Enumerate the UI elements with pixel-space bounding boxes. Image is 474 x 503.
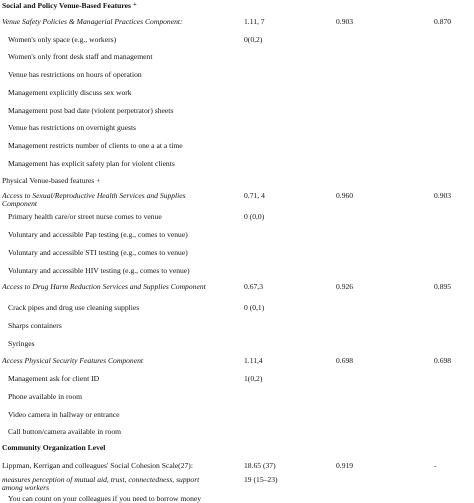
row-label: Management explicitly discuss sex work [8, 87, 132, 97]
row-label: Management restricts number of clients to one a at a time [8, 141, 183, 151]
row-label: Sharps containers [8, 320, 62, 330]
alpha-cell: 0.698 [434, 356, 452, 366]
row-label: You can count on your colleagues if you need to borrow money [8, 493, 202, 503]
reliability-cell: 0.926 [336, 281, 354, 291]
value-cell: 1(0,2) [244, 374, 263, 384]
reliability-cell: 0.698 [336, 356, 354, 366]
row-label: Call button/camera available in room [8, 427, 122, 437]
alpha-cell: 0.895 [434, 281, 452, 291]
row-label: Lippman, Kerrigan and colleagues' Social Cohesion Scale(27): [2, 461, 193, 471]
value-cell: 0.67,3 [244, 281, 263, 291]
alpha-cell: 0.870 [434, 16, 452, 26]
alpha-cell: - [434, 461, 437, 471]
row-label: Physical Venue-based features + [2, 175, 101, 185]
row-label: Women's only front desk staff and management [8, 52, 153, 62]
row-label: Crack pipes and drug use cleaning supplies [8, 303, 140, 312]
value-cell: 1.11, 7 [244, 16, 265, 26]
row-label: Voluntary and accessible STI testing (e.g., comes to venue) [8, 247, 188, 257]
row-label: Women's only space (e.g., workers) [8, 34, 117, 44]
value-cell: 18.65 (37) [244, 461, 276, 471]
row-label: Voluntary and accessible Pap testing (e.g., comes to venue) [8, 230, 188, 240]
row-label: Management has explicit safety plan for violent clients [8, 159, 175, 168]
row-label: Access to Sexual/Reproductive Health Services and Supplies Component [2, 190, 186, 209]
value-cell: 0(0,2) [244, 34, 263, 44]
reliability-cell: 0.903 [336, 16, 354, 26]
row-label: Venue Safety Policies & Managerial Practices Component: [2, 16, 183, 26]
row-label: measures perception of mutual aid, trust, connectedness, support among workers [2, 475, 200, 493]
row-label: Syringes [8, 338, 35, 348]
row-label: Management post bad date (violent perpetrator) sheets [8, 105, 174, 115]
row-label: Management ask for client ID [8, 374, 100, 384]
row-label: Venue has restrictions on overnight guests [8, 123, 137, 133]
row-label: Access to Drug Harm Reduction Services and Supplies Component [2, 281, 206, 291]
row-label: Social and Policy Venue-Based Features ⁺ [2, 1, 137, 10]
row-label: Voluntary and accessible HIV testing (e.g., comes to venue) [8, 265, 190, 275]
reliability-cell: 0.919 [336, 461, 354, 471]
alpha-cell: 0.903 [434, 190, 452, 200]
row-label: Phone available in room [8, 391, 83, 401]
row-label: Venue has restrictions on hours of operation [8, 70, 142, 80]
value-cell: 1.11,4 [244, 356, 263, 366]
reliability-cell: 0.960 [336, 190, 354, 200]
row-label: Primary health care/or street nurse comes to venue [8, 212, 162, 222]
row-label: Access Physical Security Features Component [2, 356, 144, 366]
value-cell: 0 (0,1) [244, 303, 265, 312]
value-cell: 19 (15–23) [244, 475, 278, 485]
value-cell: 0.71, 4 [244, 190, 265, 200]
value-cell: 0 (0,0) [244, 212, 265, 222]
row-label: Community Organization Level [2, 443, 106, 453]
row-label: Video camera in hallway or entrance [8, 409, 120, 419]
